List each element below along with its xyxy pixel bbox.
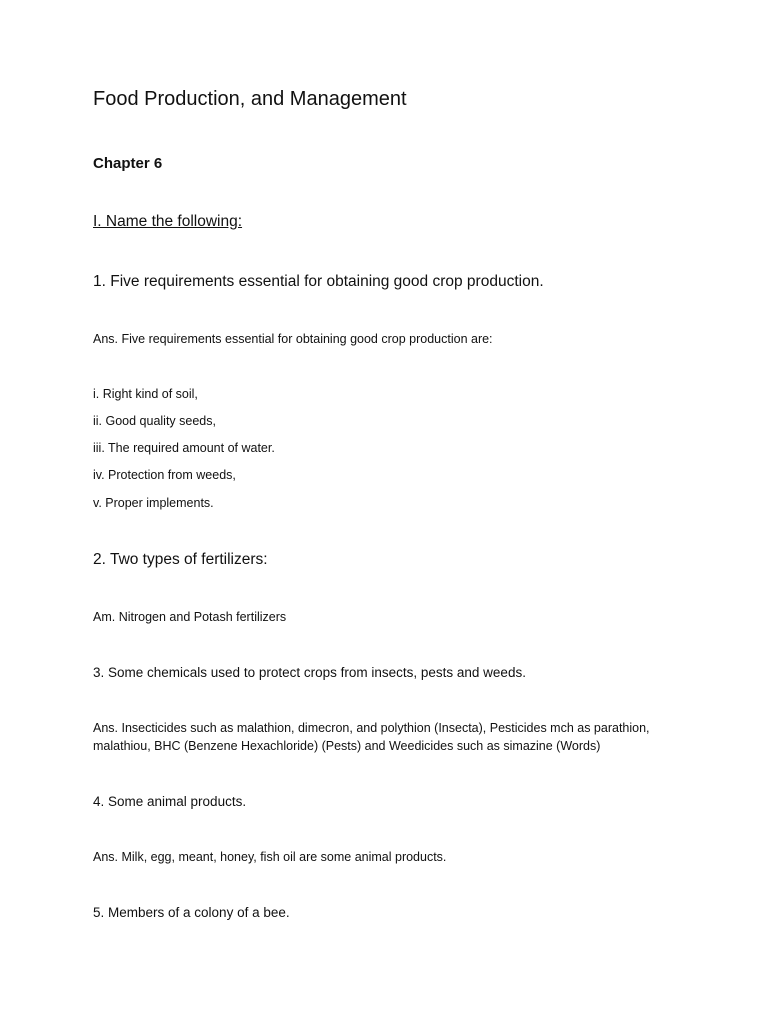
question-2: 2. Two types of fertilizers: [93,551,268,568]
question-3: 3. Some chemicals used to protect crops from insects, pests and weeds. [93,665,526,680]
answer-2: Am. Nitrogen and Potash fertilizers [93,610,287,624]
answer-1: Ans. Five requirements essential for obtaining good crop production are: [93,332,493,346]
answer-1-item-5: v. Proper implements. [93,496,214,510]
answer-3-line-1: Ans. Insecticides such as malathion, dimecron, and polythion (Insecta), Pesticides mch as parathion, [93,721,650,735]
answer-1-item-1: i. Right kind of soil, [93,387,198,401]
answer-1-item-3: iii. The required amount of water. [93,441,275,455]
answer-4: Ans. Milk, egg, meant, honey, fish oil are some animal products. [93,850,447,864]
question-1: 1. Five requirements essential for obtaining good crop production. [93,273,544,290]
answer-3-line-2: malathiou, BHC (Benzene Hexachloride) (Pests) and Weedicides such as simazine (Words) [93,739,601,753]
answer-1-item-4: iv. Protection from weeds, [93,468,236,482]
document-title: Food Production, and Management [93,88,407,110]
answer-1-item-2: ii. Good quality seeds, [93,414,216,428]
chapter-heading: Chapter 6 [93,155,163,172]
question-4: 4. Some animal products. [93,794,247,809]
question-5: 5. Members of a colony of a bee. [93,905,290,920]
section-heading: I. Name the following: [93,213,243,230]
